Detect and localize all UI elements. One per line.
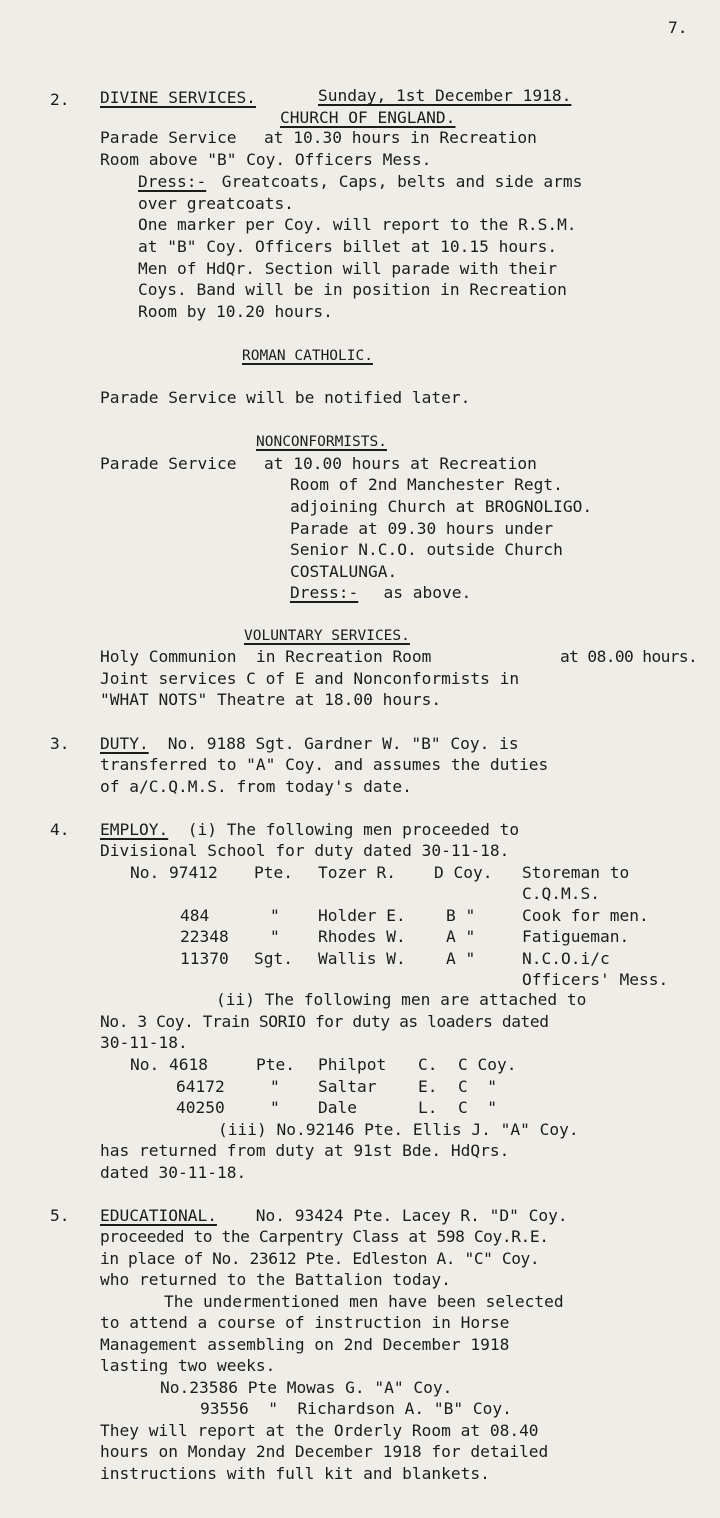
s5-line-10: hours on Monday 2nd December 1918 for detailed [100, 1442, 549, 1461]
men2-row-2-name: Saltar [318, 1077, 377, 1096]
section-2-number: 2. [50, 90, 70, 109]
coe-line-7: Men of HdQr. Section will parade with their [138, 259, 558, 278]
section-5-heading: EDUCATIONAL. [100, 1206, 217, 1225]
men1-row-1-rank: Pte. [254, 863, 293, 882]
men1-row-2-coy: B " [446, 906, 476, 925]
men2-row-3-coy: C " [458, 1098, 497, 1117]
men1-row-1-role2: C.Q.M.S. [522, 884, 600, 903]
s4-line-2: Divisional School for duty dated 30-11-18. [100, 841, 510, 860]
men2-row-1-coy: C Coy. [458, 1055, 517, 1074]
men1-row-4-coy: A " [446, 949, 476, 968]
s5-line-5: The undermentioned men have been selected [164, 1292, 564, 1311]
s4-iii-line-2: has returned from duty at 91st Bde. HdQrs. [100, 1141, 510, 1160]
section-3-heading: DUTY. [100, 734, 149, 753]
church-of-england-heading: CHURCH OF ENGLAND. [280, 108, 456, 127]
nc-line-6: COSTALUNGA. [290, 562, 398, 581]
s5-line-1: No. 93424 Pte. Lacey R. "D" Coy. [246, 1206, 568, 1225]
nc-line-5: Senior N.C.O. outside Church [290, 540, 563, 559]
section-4-number: 4. [50, 820, 70, 839]
men1-row-3-role: Fatigueman. [522, 927, 630, 946]
men1-row-1-name: Tozer R. [318, 863, 396, 882]
vol-line-1b: in Recreation Room [256, 647, 432, 666]
vol-line-2: Joint services C of E and Nonconformists in [100, 669, 520, 688]
men2-row-3-init: L. [418, 1098, 438, 1117]
nc-line-4: Parade at 09.30 hours under [290, 519, 554, 538]
vol-line-1c: at 08.00 hours. [560, 647, 698, 666]
s3-line-3: of a/C.Q.M.S. from today's date. [100, 777, 412, 796]
men1-row-1-role: Storeman to [522, 863, 630, 882]
men1-row-3-name: Rhodes W. [318, 927, 406, 946]
coe-line-3: Greatcoats, Caps, belts and side arms [212, 172, 583, 191]
s5-line-6: to attend a course of instruction in Horse [100, 1313, 510, 1332]
coe-line-1a: Parade Service [100, 128, 237, 147]
men1-row-3-coy: A " [446, 927, 476, 946]
rc-line-1: Parade Service will be notified later. [100, 388, 471, 407]
s4-iii-line-1: (iii) No.92146 Pte. Ellis J. "A" Coy. [218, 1120, 579, 1139]
s3-line-1: No. 9188 Sgt. Gardner W. "B" Coy. is [158, 734, 519, 753]
s5-man-1: No.23586 Pte Mowas G. "A" Coy. [160, 1378, 453, 1397]
coe-dress-label: Dress:- [138, 172, 207, 191]
s4-line-1: (i) The following men proceeded to [178, 820, 520, 839]
s4-iii-line-3: dated 30-11-18. [100, 1163, 247, 1182]
coe-line-9: Room by 10.20 hours. [138, 302, 333, 321]
men1-row-1-coy: D Coy. [434, 863, 493, 882]
section-2-heading: DIVINE SERVICES. [100, 88, 256, 107]
men2-row-1-no: No. 4618 [130, 1055, 208, 1074]
men2-row-3-name: Dale [318, 1098, 357, 1117]
section-2-date: Sunday, 1st December 1918. [318, 86, 572, 105]
men1-row-2-name: Holder E. [318, 906, 406, 925]
men1-row-4-name: Wallis W. [318, 949, 406, 968]
men1-row-4-role2: Officers' Mess. [522, 970, 669, 989]
men1-row-4-role: N.C.O.i/c [522, 949, 610, 968]
s5-line-8: lasting two weeks. [100, 1356, 276, 1375]
roman-catholic-heading: ROMAN CATHOLIC. [242, 348, 373, 364]
men1-row-3-no: 22348 [180, 927, 229, 946]
men2-row-3-no: 40250 [176, 1098, 225, 1117]
coe-line-6: at "B" Coy. Officers billet at 10.15 hours. [138, 237, 558, 256]
voluntary-services-heading: VOLUNTARY SERVICES. [244, 628, 410, 644]
men2-row-2-init: E. [418, 1077, 438, 1096]
page-number: 7. [668, 18, 688, 37]
men1-row-2-no: 484 [180, 906, 210, 925]
nc-line-1b: at 10.00 hours at Recreation [264, 454, 537, 473]
men1-row-1-no: No. 97412 [130, 863, 218, 882]
coe-line-1b: at 10.30 hours in Recreation [264, 128, 537, 147]
men2-row-2-rank: " [270, 1077, 280, 1096]
men1-row-4-rank: Sgt. [254, 949, 293, 968]
men1-row-3-rank: " [270, 927, 280, 946]
nc-line-3: adjoining Church at BROGNOLIGO. [290, 497, 593, 516]
s5-line-11: instructions with full kit and blankets. [100, 1464, 490, 1483]
men1-row-2-rank: " [270, 906, 280, 925]
vol-line-1a: Holy Communion [100, 647, 237, 666]
s5-man-2: 93556 " Richardson A. "B" Coy. [200, 1399, 512, 1418]
coe-line-4: over greatcoats. [138, 194, 294, 213]
men1-row-2-role: Cook for men. [522, 906, 649, 925]
men2-row-2-no: 64172 [176, 1077, 225, 1096]
men2-row-1-name: Philpot [318, 1055, 387, 1074]
nc-dress-text: as above. [364, 583, 472, 602]
s5-line-9: They will report at the Orderly Room at 08.40 [100, 1421, 539, 1440]
nc-dress-label: Dress:- [290, 583, 359, 602]
s4-ii-line-3: 30-11-18. [100, 1033, 188, 1052]
section-5-number: 5. [50, 1206, 70, 1225]
s5-line-7: Management assembling on 2nd December 1918 [100, 1335, 510, 1354]
coe-line-8: Coys. Band will be in position in Recreation [138, 280, 567, 299]
men2-row-1-init: C. [418, 1055, 438, 1074]
men2-row-1-rank: Pte. [256, 1055, 295, 1074]
nonconformists-heading: NONCONFORMISTS. [256, 434, 387, 450]
s5-line-2: proceeded to the Carpentry Class at 598 Coy.R.E. [100, 1227, 549, 1246]
nc-line-2: Room of 2nd Manchester Regt. [290, 475, 563, 494]
men1-row-4-no: 11370 [180, 949, 229, 968]
coe-line-2: Room above "B" Coy. Officers Mess. [100, 150, 432, 169]
s3-line-2: transferred to "A" Coy. and assumes the duties [100, 755, 549, 774]
s4-ii-line-2: No. 3 Coy. Train SORIO for duty as loaders dated [100, 1012, 549, 1031]
nc-line-1a: Parade Service [100, 454, 237, 473]
section-3-number: 3. [50, 734, 70, 753]
s4-ii-line-1: (ii) The following men are attached to [216, 990, 587, 1009]
vol-line-3: "WHAT NOTS" Theatre at 18.00 hours. [100, 690, 442, 709]
men2-row-3-rank: " [270, 1098, 280, 1117]
section-4-heading: EMPLOY. [100, 820, 169, 839]
coe-line-5: One marker per Coy. will report to the R.S.M. [138, 215, 577, 234]
men2-row-2-coy: C " [458, 1077, 497, 1096]
s5-line-3: in place of No. 23612 Pte. Edleston A. "C" Coy. [100, 1249, 540, 1268]
s5-line-4: who returned to the Battalion today. [100, 1270, 451, 1289]
